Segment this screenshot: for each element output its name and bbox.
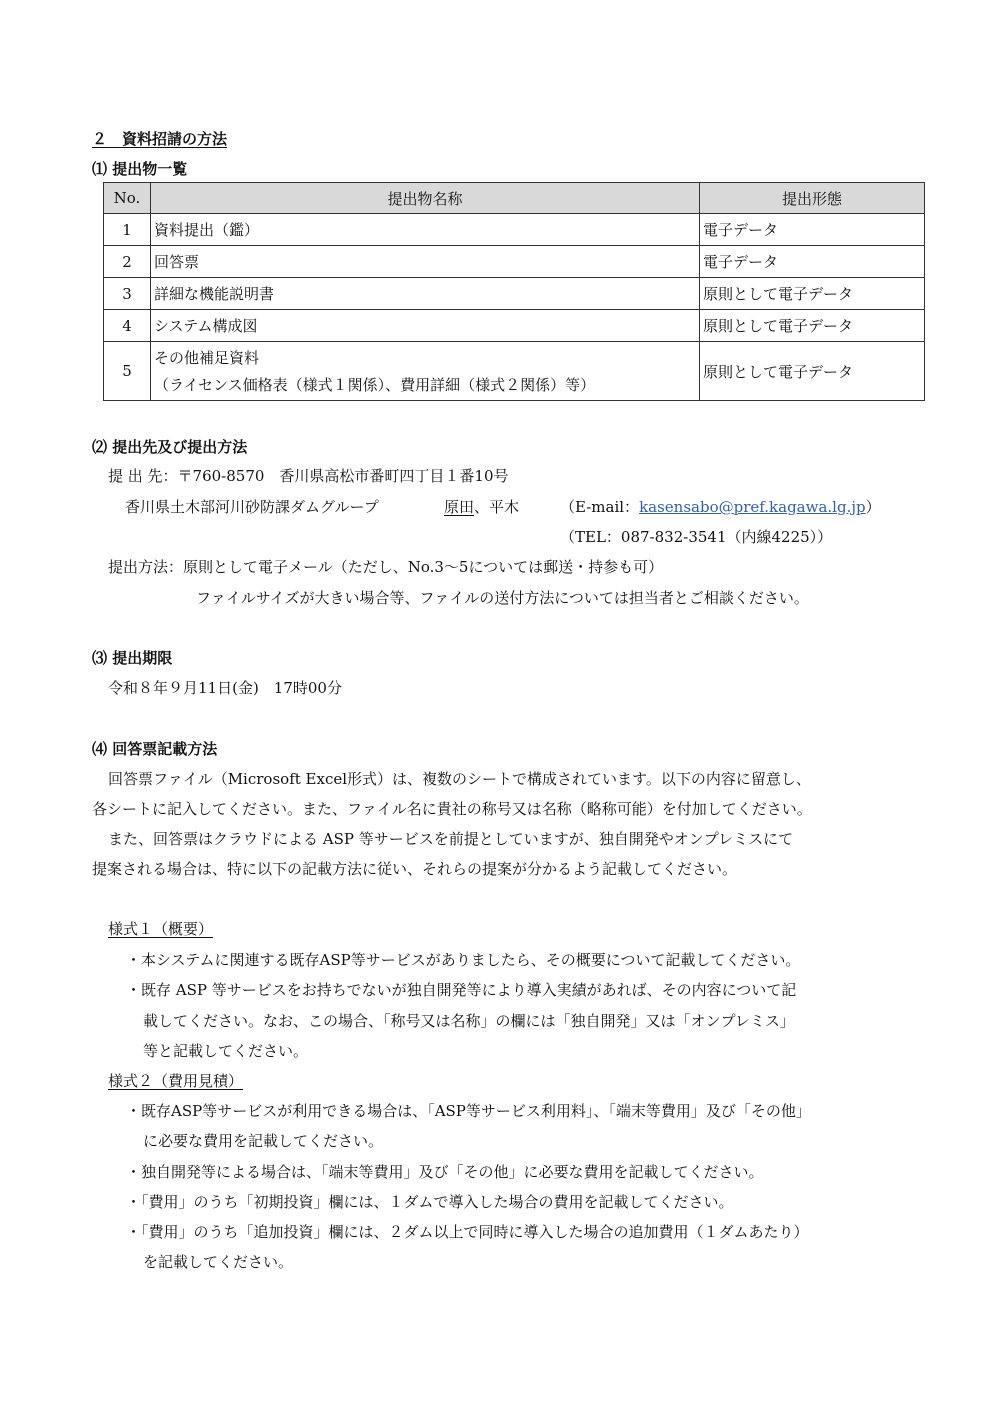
table-row <box>104 278 925 310</box>
heading-deadline: ⑶ 提出期限 <box>92 649 173 667</box>
form2-bullet-1-line2: に必要な費用を記載してください。 <box>143 1132 384 1150</box>
para1-line1: 回答票ファイル（Microsoft Excel形式）は、複数のシートで構成されています。以下の内容に留意し、 <box>108 770 811 788</box>
col-header-form: 提出形態 <box>700 183 925 214</box>
table-row <box>104 342 925 401</box>
para2-line2: 提案される場合は、特に以下の記載方法に従い、それらの提案が分かるよう記載してください。 <box>92 860 738 878</box>
form2-bullet-4-line2: を記載してください。 <box>143 1253 294 1271</box>
form1-bullet-2-line1: ・既存 ASP 等サービスをお持ちでないが独自開発等により導入実績があれば、その内容について記 <box>126 981 797 999</box>
method-value: 原則として電子メール（ただし、No.3～5については郵送・持参も可） <box>183 558 664 576</box>
form1-bullet-1: ・本システムに関連する既存ASP等サービスがありましたら、その概要について記載してください。 <box>126 951 801 969</box>
contact-email <box>560 496 881 517</box>
cell-form: 原則として電子データ <box>700 310 925 342</box>
email-prefix: （E-mail： <box>560 498 640 516</box>
cell-no: 4 <box>104 310 151 342</box>
deadline-value: 令和８年９月11日(金) 17時00分 <box>108 679 342 697</box>
method-note: ファイルサイズが大きい場合等、ファイルの送付方法については担当者とご相談ください。 <box>196 589 809 607</box>
cell-no: 2 <box>104 246 151 278</box>
form2-bullet-4-line1: ・「費用」のうち「追加投資」欄には、２ダム以上で同時に導入した場合の追加費用（１ダムあたり） <box>126 1223 809 1241</box>
contact-persons <box>444 496 519 517</box>
cell-no: 3 <box>104 278 151 310</box>
table-row <box>104 246 925 278</box>
heading-answer-instructions: ⑷ 回答票記載方法 <box>92 740 218 758</box>
cell-name: 詳細な機能説明書 <box>151 278 700 310</box>
cell-form: 原則として電子データ <box>700 342 925 401</box>
form2-bullet-2: ・独自開発等による場合は、「端末等費用」及び「その他」に必要な費用を記載してください。 <box>126 1163 764 1181</box>
section-title: ２ 資料招請の方法 <box>92 130 228 148</box>
table-row <box>104 214 925 246</box>
contact-dept: 香川県土木部河川砂防課ダムグループ <box>125 498 379 516</box>
cell-name-line1: その他補足資料 <box>154 349 260 367</box>
form1-title: 様式１（概要） <box>108 920 214 938</box>
form1-bullet-2-line3: 等と記載してください。 <box>143 1042 309 1060</box>
cell-form: 原則として電子データ <box>700 278 925 310</box>
form2-bullet-3: ・「費用」のうち「初期投資」欄には、１ダムで導入した場合の費用を記載してください。 <box>126 1193 734 1211</box>
heading-submission-list: ⑴ 提出物一覧 <box>92 160 188 178</box>
heading-submission-method: ⑵ 提出先及び提出方法 <box>92 438 248 456</box>
cell-form: 電子データ <box>700 214 925 246</box>
contact-person-a: 原田 <box>444 498 475 516</box>
address-label: 提 出 先： <box>108 467 178 485</box>
col-header-no: No. <box>104 183 151 214</box>
email-suffix: ） <box>865 498 881 516</box>
form2-title: 様式２（費用見積） <box>108 1072 244 1090</box>
contact-tel: （TEL：087-832-3541（内線4225）） <box>560 528 833 546</box>
address-value: 〒760-8570 香川県高松市番町四丁目１番10号 <box>177 467 509 485</box>
contact-person-b: 、平木 <box>474 498 520 516</box>
form1-bullet-2-line2: 載してください。なお、この場合、「称号又は名称」の欄には「独自開発」又は「オンプレミス」 <box>143 1012 795 1030</box>
submission-table <box>103 182 925 401</box>
cell-name: 資料提出（鑑） <box>151 214 700 246</box>
col-header-name: 提出物名称 <box>151 183 700 214</box>
cell-no: 5 <box>104 342 151 401</box>
table-header-row <box>104 183 925 214</box>
address-line <box>108 465 509 486</box>
email-link[interactable]: kasensabo@pref.kagawa.lg.jp <box>639 498 866 516</box>
cell-name <box>151 342 700 401</box>
cell-name: システム構成図 <box>151 310 700 342</box>
para2-line1: また、回答票はクラウドによる ASP 等サービスを前提としていますが、独自開発やオンプレミスにて <box>108 830 794 848</box>
cell-name-line2: （ライセンス価格表（様式１関係）、費用詳細（様式２関係）等） <box>154 376 596 394</box>
cell-form: 電子データ <box>700 246 925 278</box>
method-label: 提出方法： <box>108 558 184 576</box>
para1-line2: 各シートに記入してください。また、ファイル名に貴社の称号又は名称（略称可能）を付加してください。 <box>92 800 812 818</box>
table-row <box>104 310 925 342</box>
method-line <box>108 556 663 577</box>
cell-no: 1 <box>104 214 151 246</box>
cell-name: 回答票 <box>151 246 700 278</box>
form2-bullet-1-line1: ・既存ASP等サービスが利用できる場合は、「ASP等サービス利用料」、「端末等費用」及び「その他」 <box>126 1102 811 1120</box>
